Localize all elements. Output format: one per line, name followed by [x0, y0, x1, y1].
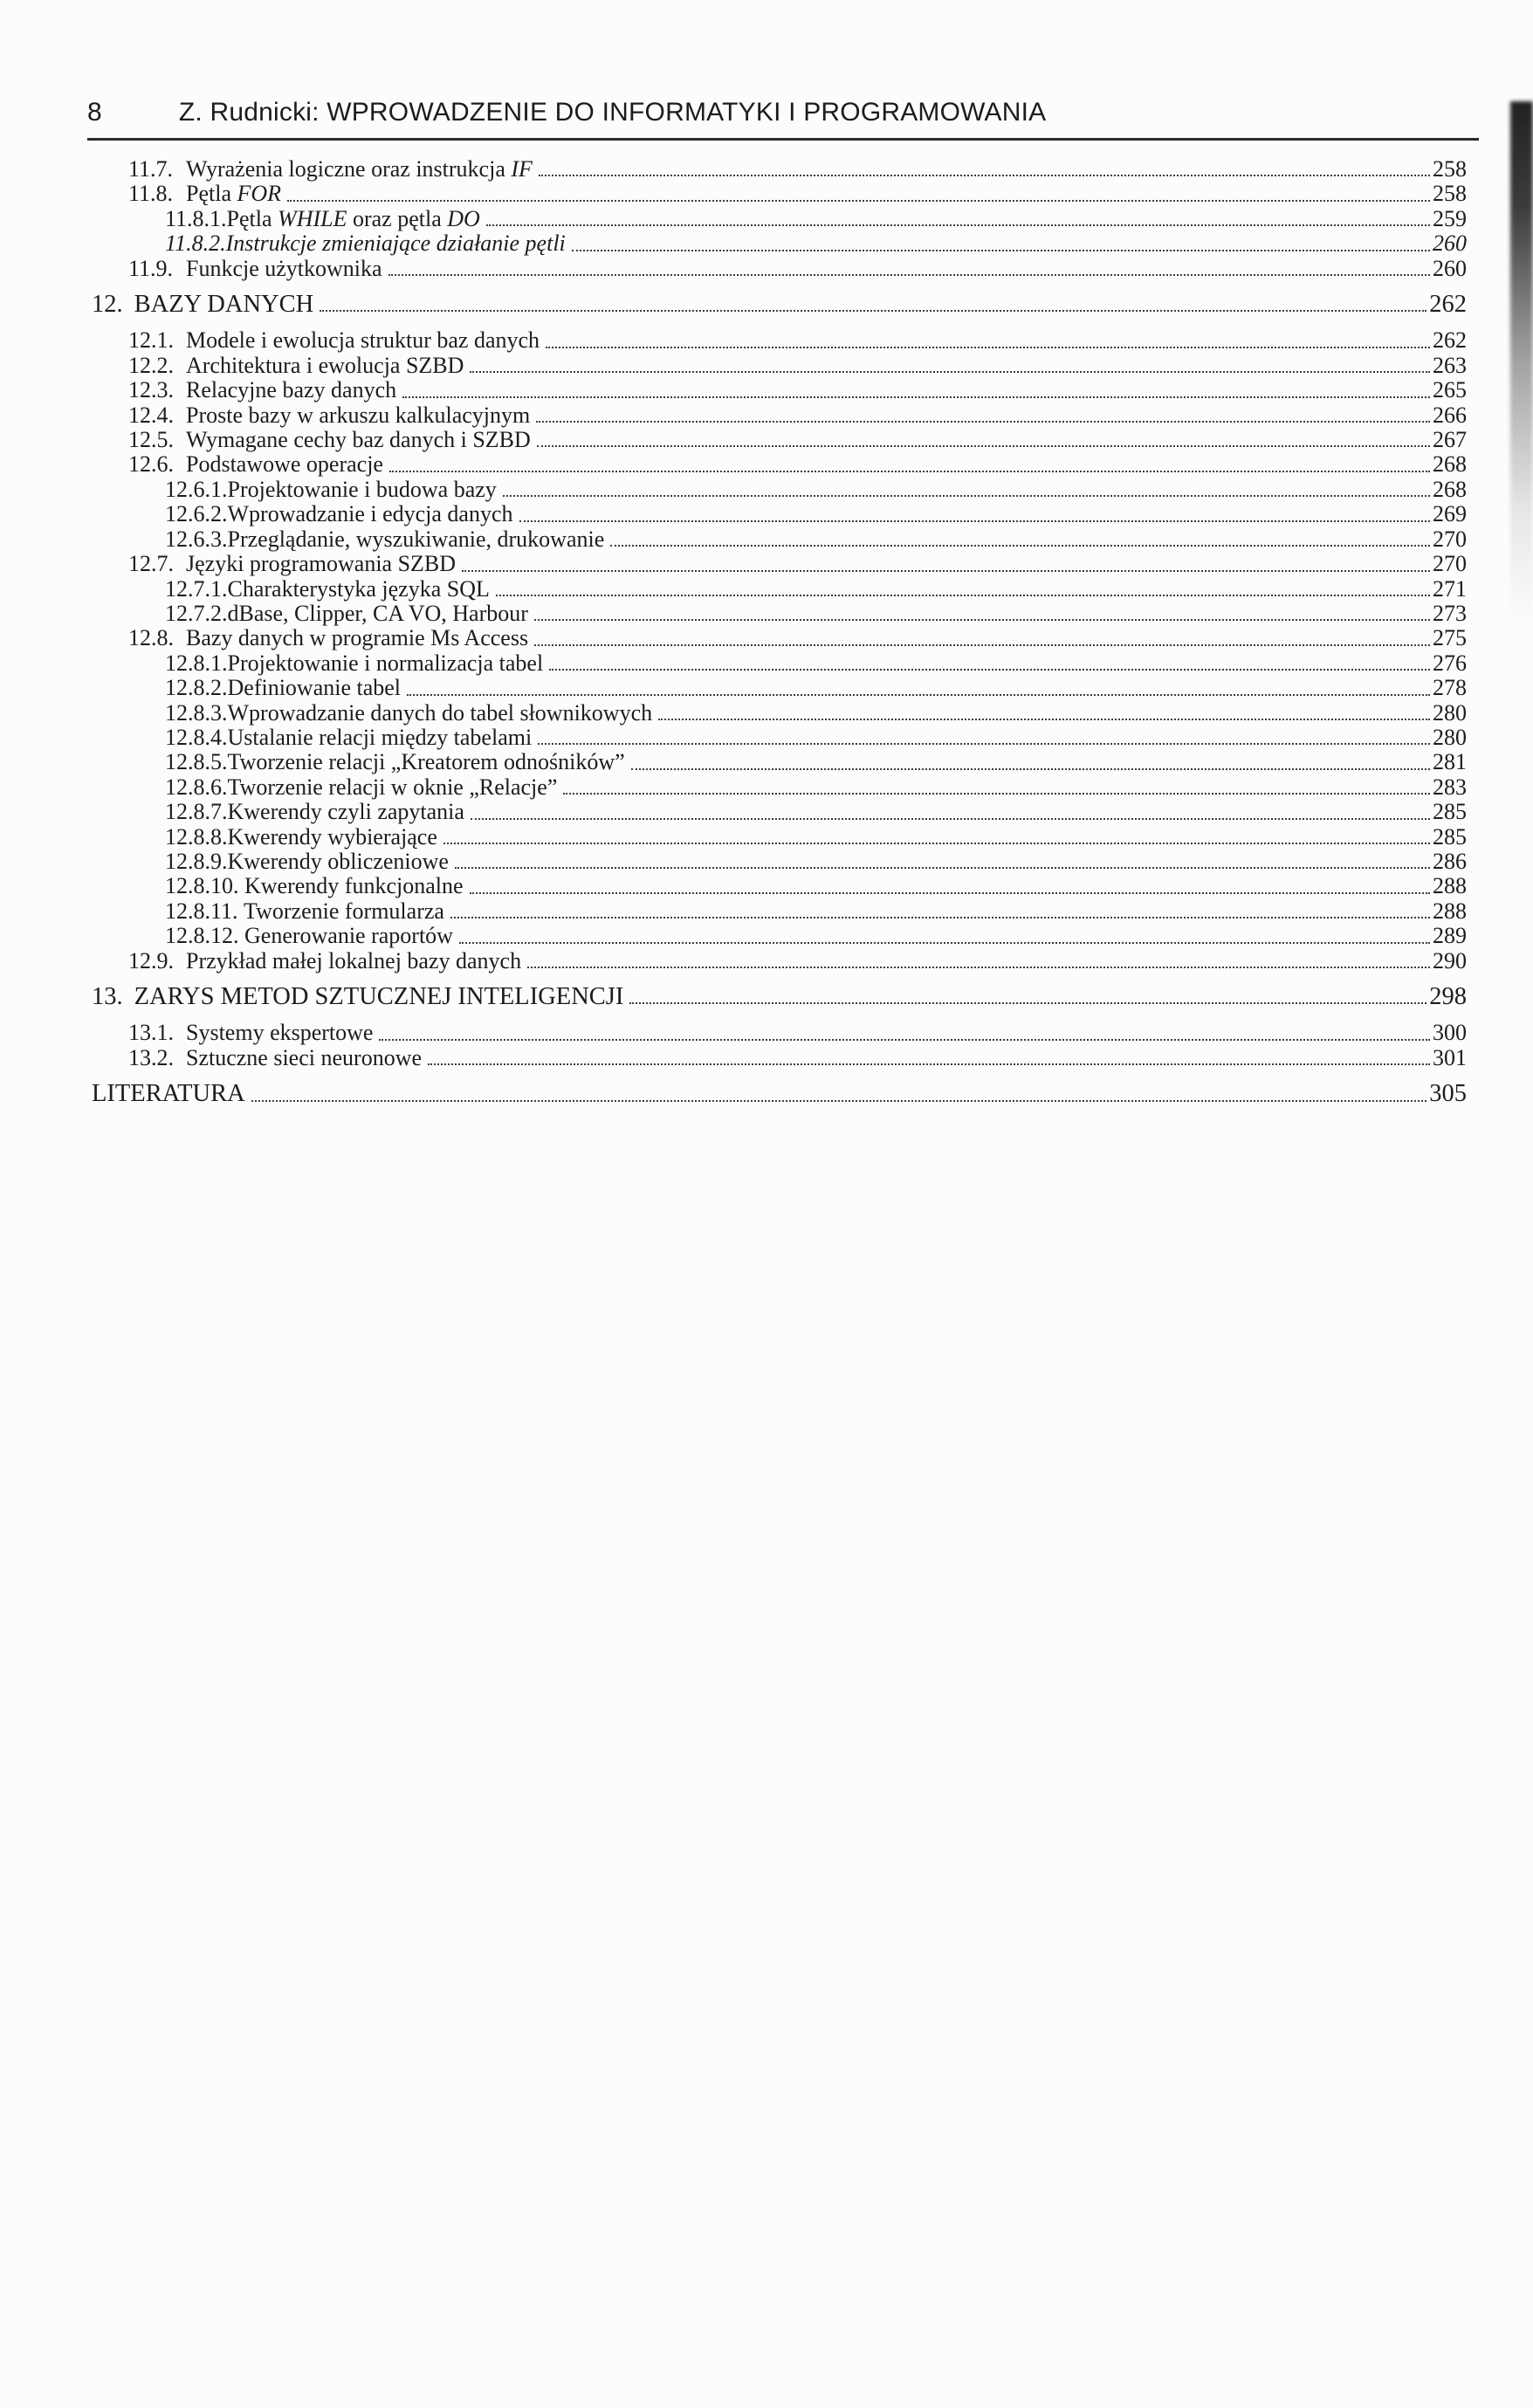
dotted-leader: [251, 1100, 1427, 1102]
toc-entry-title: Tworzenie relacji „Kreatorem odnośników”: [227, 749, 625, 775]
dotted-leader: [470, 371, 1430, 373]
toc-entry: [92, 502, 1467, 526]
dotted-leader: [287, 200, 1430, 202]
toc-entry: [92, 452, 1467, 477]
dotted-leader: [471, 818, 1430, 820]
toc-entry: [92, 651, 1467, 676]
toc-entry-page: 300: [1433, 1020, 1467, 1046]
toc-entry-title: Funkcje użytkownika: [186, 255, 382, 281]
toc-entry-title: Tworzenie formularza: [244, 898, 444, 924]
toc-entry-title: Pętla FOR: [186, 181, 282, 207]
dotted-leader: [534, 619, 1430, 621]
toc-entry-number: 11.8.2.: [165, 230, 226, 257]
toc-entry-number: 12.8.8.: [165, 823, 228, 850]
toc-entry: [92, 701, 1467, 726]
toc-entry-title: Systemy ekspertowe: [186, 1020, 374, 1046]
toc-entry: [92, 552, 1467, 576]
toc-entry-number: 12.2.: [128, 352, 174, 378]
toc-entry-number: 11.7.: [128, 156, 174, 182]
toc-entry-page: 305: [1429, 1080, 1467, 1108]
dotted-leader: [402, 396, 1430, 398]
toc-entry-page: 280: [1433, 724, 1467, 750]
toc-entry-number: 12.5.: [128, 427, 174, 453]
toc-entry: [92, 354, 1467, 378]
toc-entry: [92, 428, 1467, 452]
toc-entry-page: 285: [1433, 799, 1467, 825]
toc-entry: [92, 1021, 1467, 1045]
toc-entry-number: 12.8.7.: [165, 799, 228, 825]
toc-entry: [92, 726, 1467, 750]
dotted-leader: [389, 471, 1430, 472]
toc-entry: [92, 626, 1467, 650]
toc-entry: [92, 750, 1467, 774]
toc-entry-number: 12.7.1.: [165, 575, 228, 602]
toc-entry-page: 262: [1433, 327, 1467, 354]
toc-entry: [92, 1046, 1467, 1070]
toc-entry-title: Języki programowania SZBD: [186, 551, 457, 577]
toc-entry-number: 11.9.: [128, 255, 174, 281]
toc-entry-number: 11.8.1.: [165, 205, 227, 231]
toc-entry-title: dBase, Clipper, CA VO, Harbour: [227, 600, 528, 626]
toc-entry-number: 12.6.1.: [165, 476, 228, 502]
dotted-leader: [462, 570, 1430, 572]
dotted-leader: [658, 719, 1430, 720]
toc-entry-page: 271: [1433, 575, 1467, 602]
toc-entry-page: 283: [1433, 774, 1467, 800]
toc-entry-title: Tworzenie relacji w oknie „Relacje”: [227, 774, 558, 800]
toc-entry: [92, 602, 1467, 626]
toc-entry: [92, 825, 1467, 850]
dotted-leader: [503, 495, 1430, 497]
toc-entry-page: 301: [1433, 1044, 1467, 1070]
page-header: [87, 98, 1479, 141]
dotted-leader: [459, 942, 1430, 944]
toc-entry: [92, 949, 1467, 974]
toc-entry: [92, 800, 1467, 824]
toc-entry-title: Wprowadzanie danych do tabel słownikowych: [227, 699, 653, 726]
toc-entry-title: Przeglądanie, wyszukiwanie, drukowanie: [227, 526, 605, 552]
toc-entry-title: ZARYS METOD SZTUCZNEJ INTELIGENCJI: [134, 983, 624, 1010]
toc-entry: [92, 850, 1467, 874]
toc-entry-number: 12.4.: [128, 402, 174, 428]
toc-entry-page: 298: [1429, 983, 1467, 1010]
toc-entry-page: 278: [1433, 675, 1467, 701]
toc-entry: [92, 207, 1467, 231]
toc-entry-number: 12.8.6.: [165, 774, 228, 800]
toc-entry-page: 263: [1433, 352, 1467, 378]
toc-entry: [92, 378, 1467, 402]
toc-entry-title: Definiowanie tabel: [227, 675, 402, 701]
toc-entry-page: 288: [1433, 873, 1467, 899]
toc-entry-page: 268: [1433, 451, 1467, 478]
toc-entry: [92, 157, 1467, 182]
toc-entry-title: Podstawowe operacje: [186, 451, 383, 478]
toc-entry-number: 12.7.: [128, 551, 174, 577]
toc-entry: [92, 985, 1467, 1009]
toc-entry-page: 268: [1433, 476, 1467, 502]
toc-entry-title: Generowanie raportów: [244, 923, 453, 949]
running-header-title: Z. Rudnicki: WPROWADZENIE DO INFORMATYKI I PROGRAMOWANIA: [178, 98, 1047, 127]
toc-entry-title: Kwerendy funkcjonalne: [244, 873, 464, 899]
toc-entry: [92, 577, 1467, 602]
toc-entry-title: Modele i ewolucja struktur baz danych: [186, 327, 540, 354]
dotted-leader: [610, 545, 1430, 547]
dotted-leader: [428, 1063, 1430, 1065]
toc-entry: [92, 874, 1467, 898]
toc-entry: [92, 899, 1467, 924]
dotted-leader: [534, 644, 1430, 646]
dotted-leader: [379, 1039, 1430, 1041]
toc-entry-title: Projektowanie i budowa bazy: [227, 476, 497, 502]
toc-entry-page: 265: [1433, 377, 1467, 403]
toc-entry-title: BAZY DANYCH: [134, 291, 314, 319]
toc-entry-page: 286: [1433, 848, 1467, 874]
toc-entry-number: 12.8.5.: [165, 749, 228, 775]
toc-entry-page: 258: [1433, 181, 1467, 207]
toc-entry-title: Kwerendy obliczeniowe: [227, 848, 449, 874]
toc-entry-page: 275: [1433, 625, 1467, 651]
dotted-leader: [470, 892, 1430, 894]
toc-entry: [92, 257, 1467, 281]
toc-entry-page: 290: [1433, 947, 1467, 974]
toc-entry-page: 262: [1429, 291, 1467, 319]
toc-entry-title: Przykład małej lokalnej bazy danych: [186, 947, 522, 974]
toc-entry: [92, 328, 1467, 353]
toc-entry: [92, 478, 1467, 502]
toc-entry-page: 266: [1433, 402, 1467, 428]
dotted-leader: [320, 310, 1426, 312]
toc-entry-title: Sztuczne sieci neuronowe: [186, 1044, 423, 1070]
toc-entry: [92, 1082, 1467, 1106]
dotted-leader: [563, 793, 1430, 795]
toc-entry-page: 285: [1433, 823, 1467, 850]
toc-entry-number: 12.8.1.: [165, 650, 228, 676]
toc-entry-title: Relacyjne bazy danych: [186, 377, 397, 403]
dotted-leader: [519, 520, 1430, 522]
toc-entry-page: 259: [1433, 205, 1467, 231]
toc-entry-page: 258: [1433, 156, 1467, 182]
toc-entry-page: 260: [1433, 255, 1467, 281]
toc-entry: [92, 292, 1467, 317]
toc-entry-number: 11.8.: [128, 181, 174, 207]
toc-entry: [92, 231, 1467, 256]
dotted-leader: [486, 224, 1430, 226]
toc-entry-page: 288: [1433, 898, 1467, 924]
toc-entry-page: 289: [1433, 923, 1467, 949]
toc-entry-page: 276: [1433, 650, 1467, 676]
toc-entry: [92, 924, 1467, 948]
toc-entry-title: Architektura i ewolucja SZBD: [186, 352, 464, 378]
toc-entry-number: 12.6.3.: [165, 526, 228, 552]
toc-entry-title: Proste bazy w arkuszu kalkulacyjnym: [186, 402, 531, 428]
dotted-leader: [527, 967, 1430, 968]
toc-entry-title: Bazy danych w programie Ms Access: [186, 625, 529, 651]
dotted-leader: [536, 421, 1430, 423]
toc-entry-number: 12.8.2.: [165, 675, 228, 701]
toc-entry-title: Instrukcje zmieniające działanie pętli: [225, 230, 566, 257]
dotted-leader: [539, 175, 1430, 176]
toc-entry-title: Pętla WHILE oraz pętla DO: [226, 205, 480, 231]
toc-entry-number: 12.8.11.: [165, 898, 244, 924]
toc-entry-number: 12.6.: [128, 451, 174, 478]
toc-entry-number: 12.8.9.: [165, 848, 228, 874]
dotted-leader: [537, 445, 1430, 447]
dotted-leader: [546, 347, 1430, 348]
toc-entry-number: 12.3.: [128, 377, 174, 403]
toc-entry-page: 280: [1433, 699, 1467, 726]
toc-entry-title: Projektowanie i normalizacja tabel: [227, 650, 544, 676]
dotted-leader: [388, 274, 1430, 276]
dotted-leader: [629, 1002, 1426, 1004]
toc-entry: [92, 775, 1467, 800]
toc-entry-number: 13.1.: [128, 1020, 174, 1046]
table-of-contents: [92, 157, 1467, 1118]
toc-entry-number: 12.: [92, 291, 123, 319]
toc-entry-number: 12.7.2.: [165, 600, 228, 626]
toc-entry-number: 13.: [92, 983, 123, 1010]
dotted-leader: [572, 250, 1430, 251]
toc-entry-title: Wymagane cechy baz danych i SZBD: [186, 427, 531, 453]
toc-entry-title: Kwerendy czyli zapytania: [227, 799, 464, 825]
toc-entry-number: 12.8.4.: [165, 724, 228, 750]
toc-entry-page: 267: [1433, 427, 1467, 453]
dotted-leader: [549, 669, 1430, 671]
dotted-leader: [407, 694, 1430, 696]
toc-entry-page: 269: [1433, 501, 1467, 527]
dotted-leader: [450, 917, 1430, 918]
page-number: 8: [87, 98, 102, 127]
dotted-leader: [538, 743, 1430, 745]
toc-entry-number: 12.6.2.: [165, 501, 228, 527]
toc-entry-page: 273: [1433, 600, 1467, 626]
toc-entry-title: Kwerendy wybierające: [227, 823, 437, 850]
toc-entry-page: 281: [1433, 749, 1467, 775]
dotted-leader: [443, 843, 1430, 844]
toc-entry-number: 12.8.12.: [165, 923, 244, 949]
toc-entry-title: LITERATURA: [92, 1080, 245, 1108]
toc-entry-title: Ustalanie relacji między tabelami: [227, 724, 533, 750]
toc-entry-number: 12.9.: [128, 947, 174, 974]
toc-entry-page: 270: [1433, 551, 1467, 577]
dotted-leader: [496, 595, 1430, 596]
toc-entry-page: 270: [1433, 526, 1467, 552]
toc-entry-number: 13.2.: [128, 1044, 174, 1070]
toc-entry: [92, 676, 1467, 700]
toc-entry-number: 12.8.3.: [165, 699, 228, 726]
toc-entry-number: 12.8.: [128, 625, 174, 651]
dotted-leader: [631, 768, 1430, 770]
toc-entry: [92, 182, 1467, 206]
toc-entry: [92, 527, 1467, 552]
toc-entry-title: Wprowadzanie i edycja danych: [227, 501, 513, 527]
toc-entry-title: Charakterystyka języka SQL: [227, 575, 490, 602]
toc-entry-title: Wyrażenia logiczne oraz instrukcja IF: [186, 156, 533, 182]
toc-entry-number: 12.1.: [128, 327, 174, 354]
toc-entry-page: 260: [1433, 230, 1467, 257]
toc-entry-number: 12.8.10.: [165, 873, 244, 899]
toc-entry: [92, 403, 1467, 428]
dotted-leader: [455, 867, 1430, 869]
scan-artifact-edge: [1510, 101, 1533, 625]
